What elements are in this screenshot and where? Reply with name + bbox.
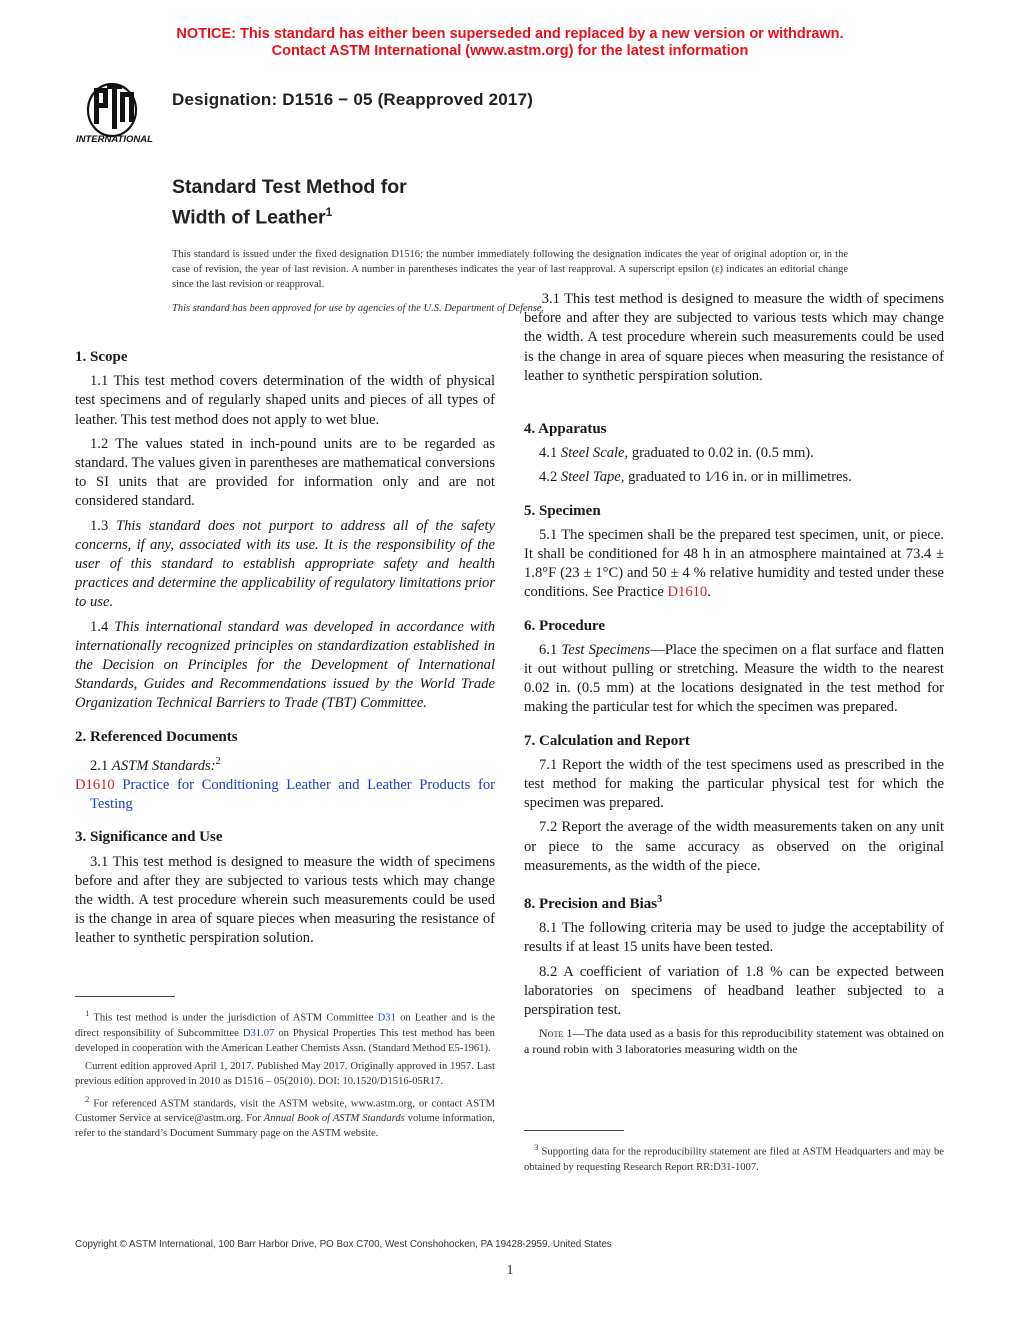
issue-note: This standard is issued under the fixed designation D1516; the number immediately following the designation indicates the year of original adoption or, in the case of revision, the year of last revision. A number in parentheses indicates the year of last reapproval. A superscript epsilon (ε) indicates an editorial change since the last revision or reapproval. <box>172 249 848 290</box>
paragraph-1-2: 1.2 The values stated in inch-pound units are to be regarded as standard. The values given in parentheses are mathematical conversions to SI units that are provided for information only and are not considered standard. <box>75 435 495 510</box>
paragraph-2-1: 2.1 ASTM Standards:$^2$ <box>90 755 221 774</box>
subcommittee-link[interactable]: D31.07 <box>242 1027 275 1039</box>
title-line-2: Width of Leather$^1$ <box>172 205 333 229</box>
section-heading-calculation: 7. Calculation and Report <box>524 732 690 749</box>
section-heading-specimen: 5. Specimen <box>524 502 601 519</box>
copyright-line: Copyright © ASTM International, 100 Barr Harbor Drive, PO Box C700, West Conshohocken, PA 19428-2959. United States <box>75 1239 612 1250</box>
left-column <box>75 348 496 947</box>
section-heading-scope: 1. Scope <box>75 349 128 365</box>
footnote-2: $^2$ For referenced ASTM standards, visit the ASTM website, www.astm.org, or contact ASTM Customer Service at service@astm.org. For Annual Book of ASTM Standards volume information, refer to the standard’s Document Summary page on the ASTM website. <box>75 1093 495 1140</box>
paragraph-8-2: 8.2 A coefficient of variation of 1.8 % can be expected between laboratories on specimens of headband leather subjected to a perspiration test. <box>524 963 944 1019</box>
withdrawal-notice <box>0 26 1020 60</box>
paragraph-1-3: 1.3 This standard does not purport to address all of the safety concerns, if any, associated with its use. It is the responsibility of the user of this standard to establish appropriate safety and health practices and determine the applicability of regulatory limitations prior to use. <box>75 517 495 611</box>
reference-d1610 <box>75 776 495 814</box>
paragraph-6-1: 6.1 Test Specimens—Place the specimen on a flat surface and flatten it out without pulling or stretching. Measure the width to the nearest 0.02 in. (0.5 mm) at the locations designated in the test method for making the particular test for which the specimen was prepared. <box>524 641 944 716</box>
footnote-rule-right <box>524 1130 624 1131</box>
footnote-rule-left <box>75 996 175 997</box>
paragraph-3-1: 3.1 This test method is designed to measure the width of specimens before and after they are subjected to various tests which may change the width. A test procedure wherein such measurements could be used is the change in area of square pieces when measuring the resistance of leather to synthetic perspiration solution. <box>75 853 495 947</box>
section-heading-referenced: 2. Referenced Documents <box>75 728 238 745</box>
footnote-1-edition: Current edition approved April 1, 2017. Published May 2017. Originally approved in 1957. Last previous edition approved in 2010 as D1516 – 05(2010). DOI: 10.1520/D1516-05R17. <box>75 1060 495 1087</box>
section-heading-procedure: 6. Procedure <box>524 617 606 634</box>
section-heading-significance: 3. Significance and Use <box>75 829 223 846</box>
title-line-1: Standard Test Method for <box>172 176 407 198</box>
svg-text:INTERNATIONAL: INTERNATIONAL <box>76 134 153 145</box>
paragraph-1-4: 1.4 This international standard was developed in accordance with internationally recognized principles on standardization established in the Decision on Principles for the Development of International Standards, Guides and Recommendations issued by the World Trade Organization Technical Barriers to Trade (TBT) Committee. <box>75 618 496 712</box>
designation: Designation: D1516 − 05 (Reapproved 2017) <box>172 90 534 109</box>
approval-note: This standard has been approved for use by agencies of the U.S. Department of Defense. <box>172 303 545 314</box>
reference-code-link[interactable]: D1610 <box>75 776 115 793</box>
section-heading-precision: 8. Precision and Bias$^3$ <box>524 894 663 913</box>
footnotes-left <box>75 1006 495 1141</box>
footnotes-right <box>524 1140 944 1175</box>
paragraph-5-1: 5.1 The specimen shall be the prepared test specimen, unit, or piece. It shall be conditioned for 48 h in an atmosphere maintained at 73.4 ± 1.8°F (23 ± 1°C) and 50 ± 4 % relative humidity and tested under these conditions. See Practice D1610. <box>524 526 944 601</box>
paragraph-4-1: 4.1 Steel Scale, graduated to 0.02 in. (0.5 mm). <box>539 445 814 462</box>
paragraph-4-2: 4.2 Steel Tape, graduated to 1⁄16 in. or in millimetres. <box>539 469 852 486</box>
astm-logo <box>74 72 162 146</box>
footnote-1: $^1$ This test method is under the jurisdiction of ASTM Committee D31 on Leather and is the direct responsibility of Subcommittee D31.07 on Physical Properties This test method has been developed in cooperation with the American Leather Chemists Assn. (Standard Method E5-1961). <box>75 1008 496 1054</box>
right-column <box>524 291 944 1057</box>
notice-line-2: Contact ASTM International (www.astm.org) for the latest information <box>271 43 749 59</box>
footnote-3: $^3$ Supporting data for the reproducibility statement are filed at ASTM Headquarters and may be obtained by requesting Research Report RR:D31-1007. <box>524 1142 944 1173</box>
section-heading-apparatus: 4. Apparatus <box>524 421 607 437</box>
notice-line-1: NOTICE: This standard has either been superseded and replaced by a new version or withdrawn. <box>176 26 844 42</box>
practice-d1610-link[interactable]: D1610 <box>667 584 708 601</box>
paragraph-7-2: 7.2 Report the average of the width measurements taken on any unit or piece to the same accuracy as observed on the original measurements, as the width of the piece. <box>524 819 944 874</box>
paragraph-3-1-continued: 3.1 This test method is designed to measure the width of specimens before and after they are subjected to various tests which may change the width. A test procedure wherein such measurements could be used is the change in area of square pieces when measuring the resistance of leather to synthetic perspiration solution. <box>524 291 944 384</box>
committee-link[interactable]: D31 <box>377 1012 396 1024</box>
note-1: Note 1—The data used as a basis for this reproducibility statement was obtained on a round robin with 3 laboratories measuring width on the <box>524 1026 944 1057</box>
paragraph-7-1: 7.1 Report the width of the test specimens used as prescribed in the test method for making the particular physical test for which the specimen was prepared. <box>524 756 944 812</box>
reference-title-link[interactable]: Practice for Conditioning Leather and Leather Products for Testing <box>90 776 495 813</box>
title-footnote-mark: 1 <box>325 205 333 219</box>
page-number: 1 <box>506 1263 514 1278</box>
document-title <box>172 175 407 231</box>
paragraph-8-1: 8.1 The following criteria may be used to judge the acceptability of results if at least 15 units have been tested. <box>524 920 944 956</box>
paragraph-1-1: 1.1 This test method covers determination of the width of physical test specimens and of regularly shaped units and pieces of all types of leather. This test method does not apply to wet blue. <box>75 373 495 428</box>
